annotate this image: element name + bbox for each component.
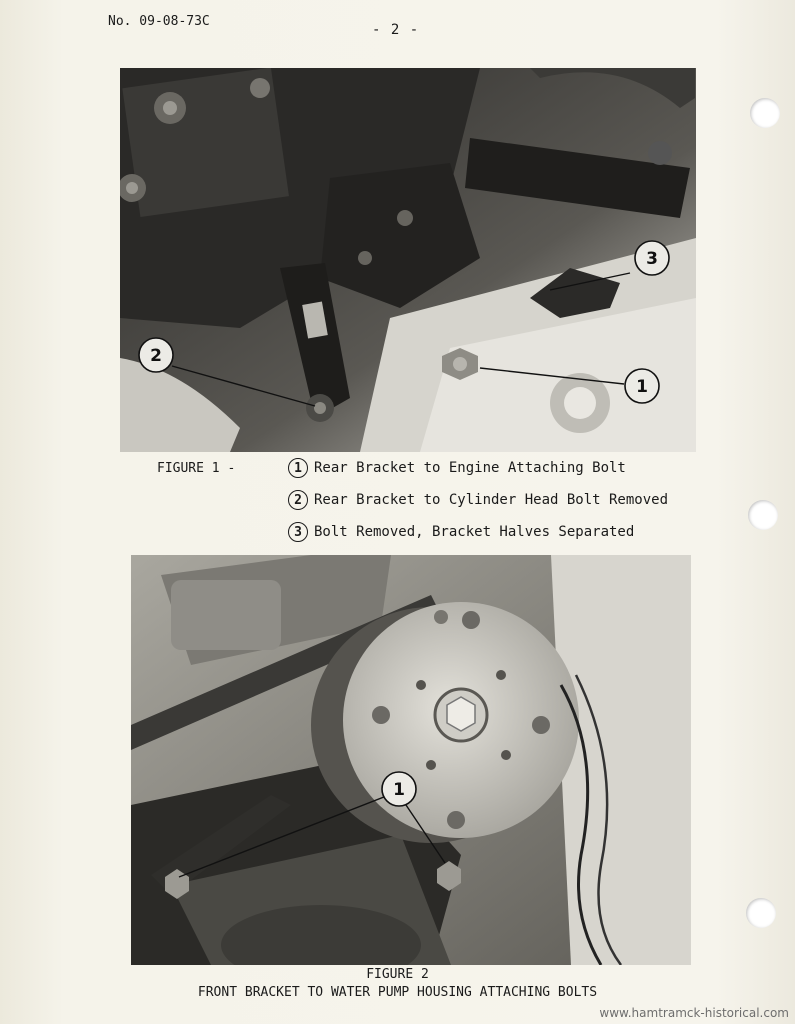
figure1-engine-illustration [120, 68, 696, 452]
legend-number-3: 3 [288, 522, 308, 542]
figure1-legend-item-2 [288, 490, 668, 510]
figure1-legend-item-1 [288, 458, 626, 478]
figure2-marker-1-label: 1 [393, 780, 405, 800]
figure1-marker-3-label: 3 [646, 249, 658, 269]
legend-text-3: Bolt Removed, Bracket Halves Separated [314, 524, 635, 540]
binder-hole-bottom [746, 898, 776, 928]
figure1-marker-1-label: 1 [636, 377, 648, 397]
page-number: - 2 - [372, 22, 420, 38]
legend-text-1: Rear Bracket to Engine Attaching Bolt [314, 460, 626, 476]
figure2-label: FIGURE 2 [366, 967, 429, 982]
figure1-label: FIGURE 1 - [157, 461, 236, 476]
binder-hole-middle [748, 500, 778, 530]
legend-text-2: Rear Bracket to Cylinder Head Bolt Removed [314, 492, 669, 508]
figure2-photo [131, 555, 691, 965]
figure2-caption: FRONT BRACKET TO WATER PUMP HOUSING ATTACHING BOLTS [197, 985, 598, 1000]
website-watermark: www.hamtramck-historical.com [599, 1006, 789, 1020]
figure1-legend-item-3 [288, 522, 634, 542]
figure1-photo [120, 68, 696, 452]
figure1-marker-2-label: 2 [150, 346, 162, 366]
figure2-pulley-illustration [131, 555, 691, 965]
legend-number-1: 1 [288, 458, 308, 478]
binder-hole-top [750, 98, 780, 128]
document-number: No. 09-08-73C [108, 14, 210, 29]
legend-number-2: 2 [288, 490, 308, 510]
